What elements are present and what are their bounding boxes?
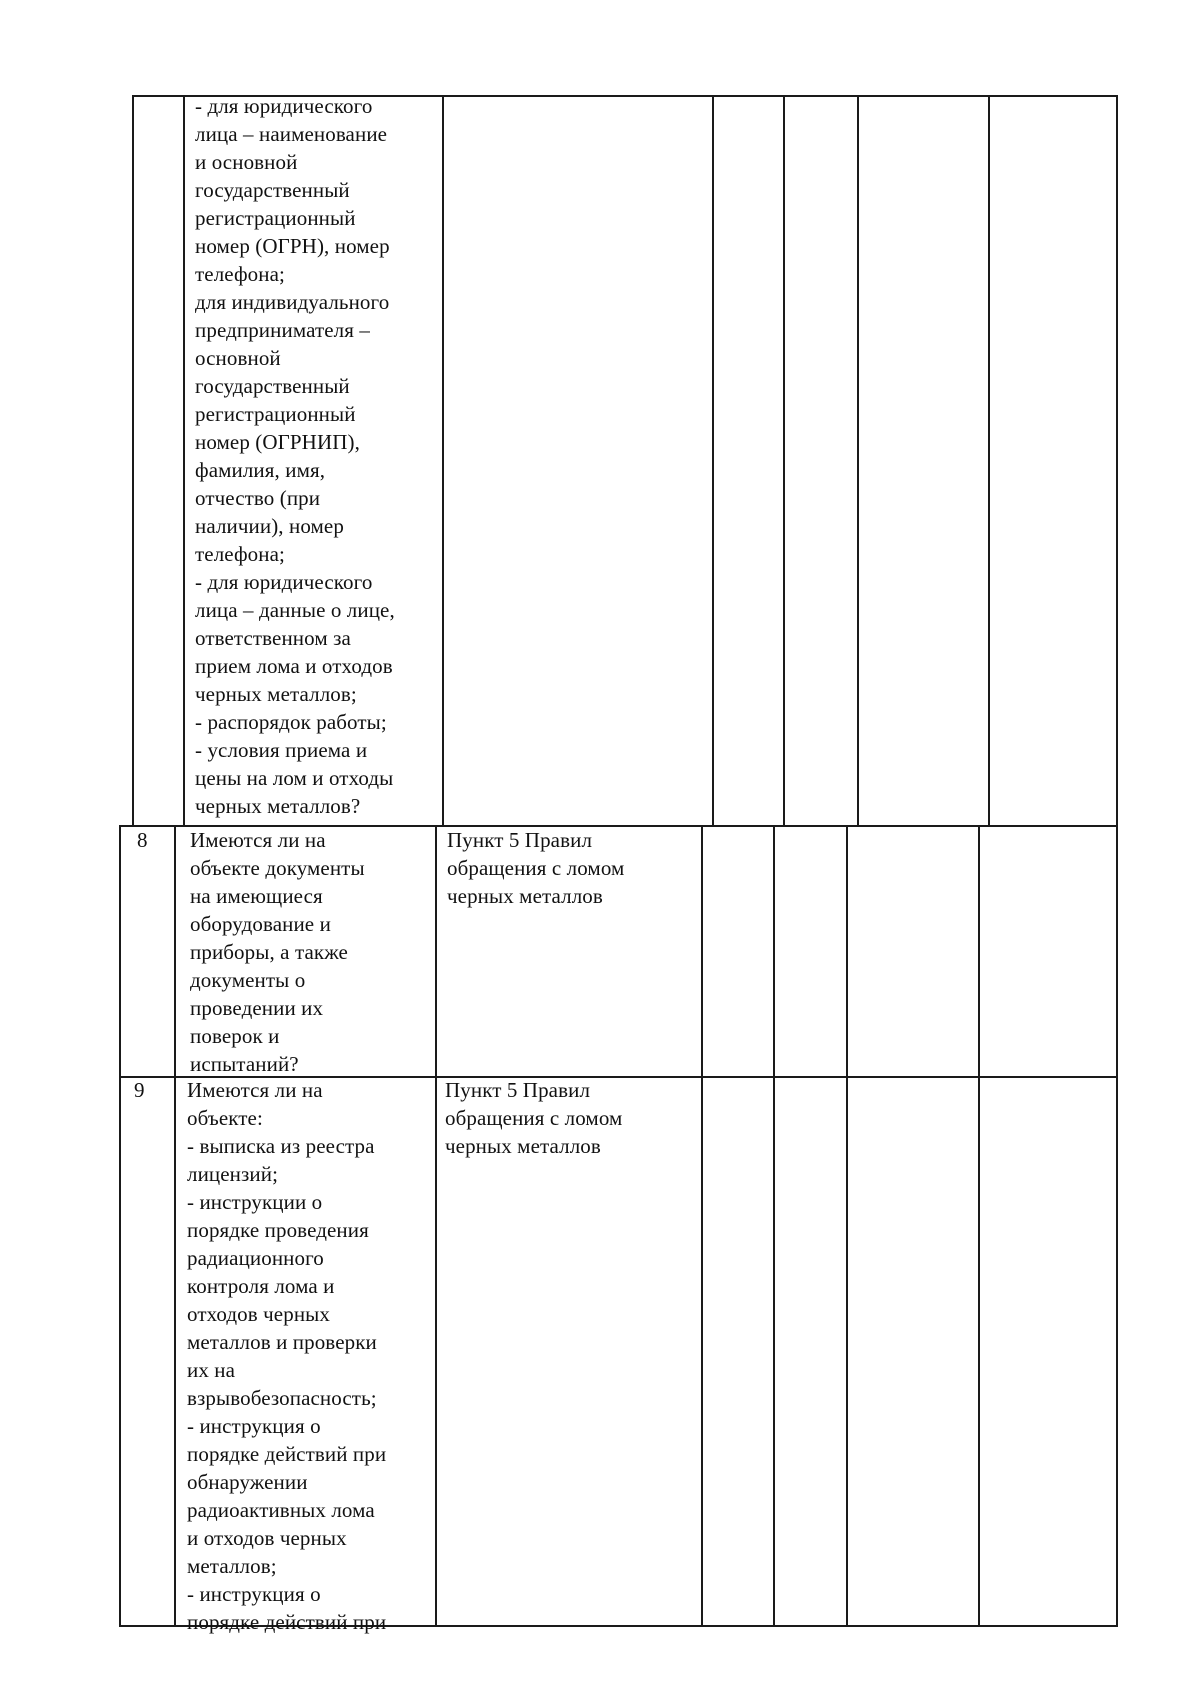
col-sep-question-lower <box>435 825 437 1627</box>
row-9-question: Имеются ли на объекте: - выписка из реестра лицензий; - инструкции о порядке проведения радиационного контроля лома и отходов черных металлов и проверки их на взрывобезопасность; - инструкция о порядке действий при обнаружении радиоактивных лома и отходов черных металлов; - инструкция о порядке действий при <box>187 1078 387 1634</box>
row-8-question: Имеются ли на объекте документы на имеющиеся оборудование и приборы, а также документы о проведении их поверок и испытаний? <box>190 828 365 1076</box>
table-left-border <box>132 95 134 827</box>
col-sep-4-lower <box>773 825 775 1627</box>
col-sep-4 <box>783 95 785 827</box>
row-9-reference: Пункт 5 Правил обращения с ломом черных металлов <box>445 1078 623 1158</box>
row-1-question: - для юридического лица – наименование и основной государственный регистрационный номер (ОГРН), номер телефона; для индивидуального предпринимателя – основной государственный регистрационный номер (ОГРНИП), фамилия, имя, отчество (при наличии), номер телефона; - для юридического лица – данные о лице, ответственном за прием лома и отходов черных металлов; - распорядок работы; - условия приема и цены на лом и отходы черных металлов? <box>195 94 395 818</box>
table-right-border <box>1116 95 1118 1627</box>
row-8-number: 8 <box>137 828 148 852</box>
col-sep-number <box>183 95 185 827</box>
col-sep-reference-lower <box>701 825 703 1627</box>
row-8-reference: Пункт 5 Правил обращения с ломом черных металлов <box>447 828 625 908</box>
col-sep-question <box>442 95 444 827</box>
col-sep-5-lower <box>846 825 848 1627</box>
row-9-number: 9 <box>134 1078 145 1102</box>
col-sep-number-lower <box>174 825 176 1627</box>
table-left-border-lower <box>119 825 121 1627</box>
col-sep-6-lower <box>978 825 980 1627</box>
col-sep-reference <box>712 95 714 827</box>
col-sep-5 <box>857 95 859 827</box>
col-sep-6 <box>988 95 990 827</box>
